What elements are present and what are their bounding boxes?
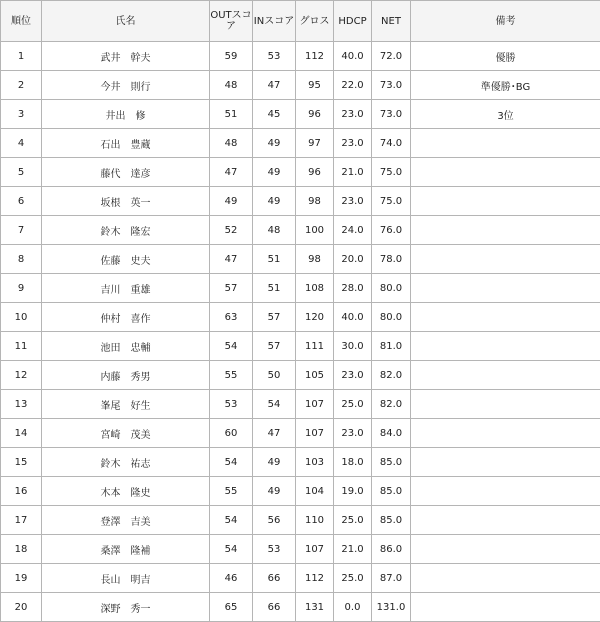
header-row [1, 1, 600, 42]
net-cell: 76.0 [372, 216, 411, 245]
gross-cell: 100 [296, 216, 334, 245]
hdcp-cell: 0.0 [334, 593, 372, 622]
header-note: 備考 [411, 1, 600, 42]
gross-cell: 108 [296, 274, 334, 303]
hdcp-cell: 20.0 [334, 245, 372, 274]
gross-cell: 105 [296, 361, 334, 390]
out-score-cell: 47 [210, 245, 253, 274]
table-row [1, 390, 600, 419]
out-score-cell: 65 [210, 593, 253, 622]
hdcp-cell: 21.0 [334, 158, 372, 187]
note-cell [411, 390, 600, 419]
out-score-cell: 53 [210, 390, 253, 419]
name-cell: 池田 忠輔 [42, 332, 210, 361]
in-score-cell: 49 [253, 158, 296, 187]
net-cell: 74.0 [372, 129, 411, 158]
net-cell: 72.0 [372, 42, 411, 71]
name-cell: 仲村 喜作 [42, 303, 210, 332]
rank-cell: 20 [1, 593, 42, 622]
hdcp-cell: 23.0 [334, 419, 372, 448]
net-cell: 131.0 [372, 593, 411, 622]
out-score-cell: 46 [210, 564, 253, 593]
table-row [1, 158, 600, 187]
in-score-cell: 53 [253, 535, 296, 564]
in-score-cell: 49 [253, 187, 296, 216]
table-row [1, 187, 600, 216]
name-cell: 吉川 重雄 [42, 274, 210, 303]
out-score-cell: 48 [210, 129, 253, 158]
rank-cell: 8 [1, 245, 42, 274]
header-out-score: OUTスコア [210, 1, 253, 42]
out-score-cell: 54 [210, 535, 253, 564]
hdcp-cell: 23.0 [334, 129, 372, 158]
hdcp-cell: 19.0 [334, 477, 372, 506]
name-cell: 武井 幹夫 [42, 42, 210, 71]
rank-cell: 17 [1, 506, 42, 535]
net-cell: 75.0 [372, 187, 411, 216]
hdcp-cell: 23.0 [334, 100, 372, 129]
out-score-cell: 55 [210, 477, 253, 506]
in-score-cell: 47 [253, 71, 296, 100]
in-score-cell: 49 [253, 477, 296, 506]
note-cell [411, 477, 600, 506]
rank-cell: 12 [1, 361, 42, 390]
name-cell: 登澤 吉美 [42, 506, 210, 535]
in-score-cell: 49 [253, 448, 296, 477]
table-row [1, 100, 600, 129]
name-cell: 今井 則行 [42, 71, 210, 100]
note-cell [411, 187, 600, 216]
note-cell [411, 419, 600, 448]
gross-cell: 112 [296, 564, 334, 593]
note-cell [411, 332, 600, 361]
table-row [1, 361, 600, 390]
net-cell: 85.0 [372, 448, 411, 477]
name-cell: 坂根 英一 [42, 187, 210, 216]
note-cell: 3位 [411, 100, 600, 129]
name-cell: 内藤 秀男 [42, 361, 210, 390]
hdcp-cell: 23.0 [334, 187, 372, 216]
note-cell [411, 535, 600, 564]
name-cell: 長山 明吉 [42, 564, 210, 593]
out-score-cell: 48 [210, 71, 253, 100]
name-cell: 鈴木 祐志 [42, 448, 210, 477]
gross-cell: 110 [296, 506, 334, 535]
name-cell: 桑澤 隆補 [42, 535, 210, 564]
rank-cell: 16 [1, 477, 42, 506]
hdcp-cell: 25.0 [334, 564, 372, 593]
gross-cell: 111 [296, 332, 334, 361]
table-row [1, 332, 600, 361]
gross-cell: 107 [296, 535, 334, 564]
table-row [1, 564, 600, 593]
note-cell [411, 274, 600, 303]
in-score-cell: 57 [253, 332, 296, 361]
header-hdcp: HDCP [334, 1, 372, 42]
table-row [1, 506, 600, 535]
rank-cell: 11 [1, 332, 42, 361]
note-cell [411, 593, 600, 622]
net-cell: 80.0 [372, 303, 411, 332]
note-cell [411, 129, 600, 158]
out-score-cell: 54 [210, 448, 253, 477]
table-row [1, 71, 600, 100]
name-cell: 木本 隆史 [42, 477, 210, 506]
header-rank: 順位 [1, 1, 42, 42]
gross-cell: 95 [296, 71, 334, 100]
hdcp-cell: 25.0 [334, 506, 372, 535]
in-score-cell: 49 [253, 129, 296, 158]
out-score-cell: 55 [210, 361, 253, 390]
name-cell: 佐藤 史夫 [42, 245, 210, 274]
out-score-cell: 51 [210, 100, 253, 129]
in-score-cell: 48 [253, 216, 296, 245]
in-score-cell: 57 [253, 303, 296, 332]
name-cell: 宮崎 茂美 [42, 419, 210, 448]
table-header [1, 1, 600, 42]
gross-cell: 107 [296, 419, 334, 448]
out-score-cell: 54 [210, 506, 253, 535]
name-cell: 峯尾 好生 [42, 390, 210, 419]
gross-cell: 104 [296, 477, 334, 506]
hdcp-cell: 25.0 [334, 390, 372, 419]
rank-cell: 5 [1, 158, 42, 187]
gross-cell: 98 [296, 187, 334, 216]
out-score-cell: 54 [210, 332, 253, 361]
hdcp-cell: 30.0 [334, 332, 372, 361]
hdcp-cell: 18.0 [334, 448, 372, 477]
table-row [1, 303, 600, 332]
note-cell [411, 506, 600, 535]
out-score-cell: 63 [210, 303, 253, 332]
note-cell [411, 245, 600, 274]
out-score-cell: 49 [210, 187, 253, 216]
table-row [1, 593, 600, 622]
note-cell [411, 448, 600, 477]
net-cell: 84.0 [372, 419, 411, 448]
header-net: NET [372, 1, 411, 42]
note-cell: 優勝 [411, 42, 600, 71]
rank-cell: 2 [1, 71, 42, 100]
net-cell: 82.0 [372, 390, 411, 419]
note-cell [411, 564, 600, 593]
hdcp-cell: 40.0 [334, 42, 372, 71]
table-row [1, 477, 600, 506]
rank-cell: 7 [1, 216, 42, 245]
net-cell: 87.0 [372, 564, 411, 593]
rank-cell: 1 [1, 42, 42, 71]
in-score-cell: 54 [253, 390, 296, 419]
in-score-cell: 51 [253, 245, 296, 274]
rank-cell: 19 [1, 564, 42, 593]
in-score-cell: 66 [253, 593, 296, 622]
table-body [1, 42, 600, 622]
hdcp-cell: 28.0 [334, 274, 372, 303]
table-row [1, 419, 600, 448]
gross-cell: 131 [296, 593, 334, 622]
note-cell [411, 361, 600, 390]
in-score-cell: 51 [253, 274, 296, 303]
gross-cell: 103 [296, 448, 334, 477]
rank-cell: 13 [1, 390, 42, 419]
gross-cell: 98 [296, 245, 334, 274]
out-score-cell: 47 [210, 158, 253, 187]
gross-cell: 96 [296, 158, 334, 187]
net-cell: 73.0 [372, 100, 411, 129]
name-cell: 深野 秀一 [42, 593, 210, 622]
net-cell: 85.0 [372, 506, 411, 535]
net-cell: 81.0 [372, 332, 411, 361]
gross-cell: 107 [296, 390, 334, 419]
rank-cell: 15 [1, 448, 42, 477]
out-score-cell: 59 [210, 42, 253, 71]
table-row [1, 448, 600, 477]
net-cell: 86.0 [372, 535, 411, 564]
rank-cell: 4 [1, 129, 42, 158]
gross-cell: 120 [296, 303, 334, 332]
hdcp-cell: 40.0 [334, 303, 372, 332]
rank-cell: 10 [1, 303, 42, 332]
name-cell: 井出 修 [42, 100, 210, 129]
net-cell: 75.0 [372, 158, 411, 187]
name-cell: 鈴木 隆宏 [42, 216, 210, 245]
hdcp-cell: 24.0 [334, 216, 372, 245]
table-row [1, 535, 600, 564]
out-score-cell: 52 [210, 216, 253, 245]
in-score-cell: 66 [253, 564, 296, 593]
net-cell: 80.0 [372, 274, 411, 303]
gross-cell: 97 [296, 129, 334, 158]
hdcp-cell: 21.0 [334, 535, 372, 564]
table-row [1, 274, 600, 303]
hdcp-cell: 23.0 [334, 361, 372, 390]
name-cell: 石出 豊蔵 [42, 129, 210, 158]
table-row [1, 245, 600, 274]
gross-cell: 96 [296, 100, 334, 129]
hdcp-cell: 22.0 [334, 71, 372, 100]
table-row [1, 42, 600, 71]
in-score-cell: 50 [253, 361, 296, 390]
rank-cell: 3 [1, 100, 42, 129]
net-cell: 78.0 [372, 245, 411, 274]
rank-cell: 9 [1, 274, 42, 303]
name-cell: 藤代 達彦 [42, 158, 210, 187]
in-score-cell: 47 [253, 419, 296, 448]
header-gross: グロス [296, 1, 334, 42]
in-score-cell: 45 [253, 100, 296, 129]
header-in-score: INスコア [253, 1, 296, 42]
net-cell: 82.0 [372, 361, 411, 390]
gross-cell: 112 [296, 42, 334, 71]
in-score-cell: 56 [253, 506, 296, 535]
out-score-cell: 57 [210, 274, 253, 303]
net-cell: 73.0 [372, 71, 411, 100]
table-row [1, 129, 600, 158]
note-cell [411, 216, 600, 245]
note-cell: 準優勝･BG [411, 71, 600, 100]
rank-cell: 18 [1, 535, 42, 564]
header-name: 氏名 [42, 1, 210, 42]
net-cell: 85.0 [372, 477, 411, 506]
rank-cell: 6 [1, 187, 42, 216]
note-cell [411, 158, 600, 187]
table-row [1, 216, 600, 245]
out-score-cell: 60 [210, 419, 253, 448]
note-cell [411, 303, 600, 332]
rank-cell: 14 [1, 419, 42, 448]
in-score-cell: 53 [253, 42, 296, 71]
